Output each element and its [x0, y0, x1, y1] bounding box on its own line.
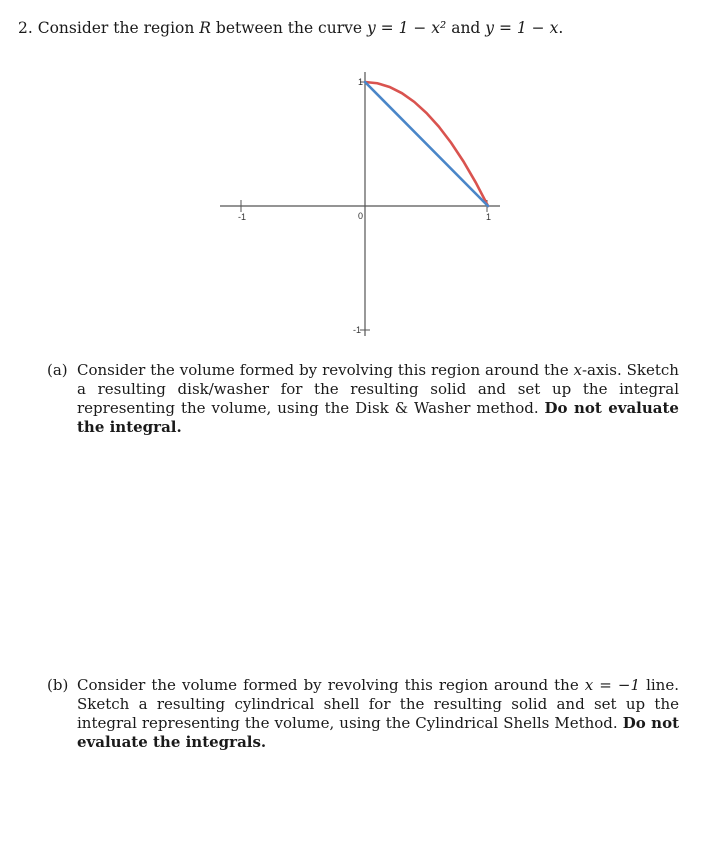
part-a-axis-var: x [573, 361, 582, 379]
part-b-body [77, 676, 679, 752]
part-b-instruction: Do not evaluate the integrals. [77, 714, 679, 751]
part-a-text-1: Consider the volume formed by revolving this region around the [77, 361, 569, 379]
tick-label-x-right: 1 [486, 212, 492, 222]
part-a-body [77, 361, 679, 437]
problem-header [18, 18, 563, 38]
part-b-text-2: line. Sketch a resulting cylindrical shell for the resulting solid and set up the integral representing the volume, using the Cylindrical Shells Method. [77, 676, 679, 732]
part-b-label: (b) [47, 676, 69, 694]
problem-intro: Consider the region [37, 19, 195, 37]
line-series [365, 82, 488, 206]
tick-label-x-left: -1 [238, 212, 247, 222]
line-equation: y = 1 − x [485, 19, 559, 37]
tick-label-y-bottom: -1 [353, 325, 362, 335]
part-b-line-eq: x = −1 [584, 676, 641, 694]
origin-label: 0 [358, 211, 364, 221]
part-b-text-1: Consider the volume formed by revolving this region around the [77, 676, 579, 694]
part-a-instruction: Do not evaluate the integral. [77, 399, 679, 436]
part-a [47, 361, 679, 437]
problem-period: . [558, 19, 564, 37]
part-a-text-2: -axis. Sketch a resulting disk/washer for the resulting solid and set up the integral representing the volume, using the Disk & Washer method. [77, 361, 679, 417]
region-graph [214, 68, 514, 348]
problem-number: 2. [18, 19, 33, 37]
region-symbol: R [199, 19, 211, 37]
problem-between: between the curve [215, 19, 363, 37]
problem-and: and [451, 19, 481, 37]
part-a-label: (a) [47, 361, 68, 379]
part-b [47, 676, 679, 752]
curve-equation: y = 1 − x² [367, 19, 447, 37]
tick-label-y-top: 1 [358, 77, 364, 87]
